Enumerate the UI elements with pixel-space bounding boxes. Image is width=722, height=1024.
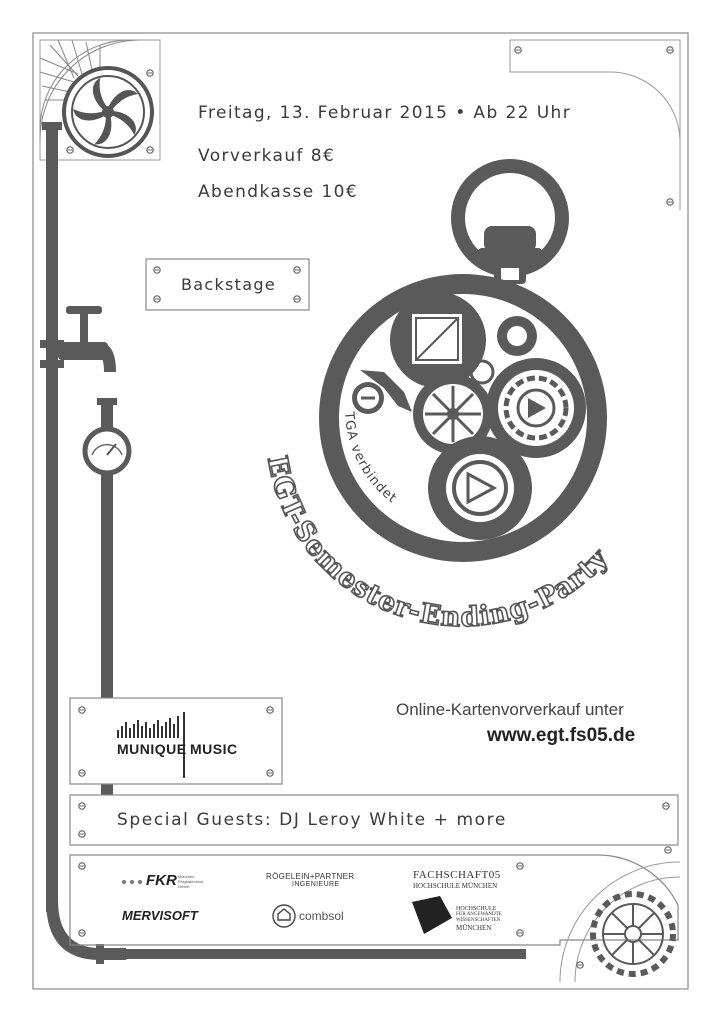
- sponsor-hm-4: MÜNCHEN: [456, 924, 492, 932]
- hm-logo-mark: [412, 896, 452, 934]
- presale-price: Vorverkauf 8€: [198, 146, 336, 166]
- sponsor-hm-2: FÜR ANGEWANDTE: [456, 912, 502, 917]
- sponsor-mervisoft: MERVISOFT: [122, 908, 198, 923]
- music-logo-left: MUNIQUE: [117, 741, 187, 757]
- sponsor-fachschaft: FACHSCHAFT05: [413, 869, 501, 881]
- sponsor-fkr: FKR: [146, 872, 177, 889]
- sponsor-hm-1: HOCHSCHULE: [456, 906, 497, 912]
- date-line: Freitag, 13. Februar 2015 • Ab 22 Uhr: [198, 103, 572, 123]
- special-guests: Special Guests: DJ Leroy White + more: [117, 810, 507, 830]
- bottom-right-gear-corner: [560, 862, 680, 982]
- box-office-price: Abendkasse 10€: [198, 182, 359, 202]
- venue-label: Backstage: [181, 275, 276, 294]
- sponsor-fkr-tagline: München Flughafenhost GmbH: [178, 874, 204, 889]
- sponsor-fachschaft-sub: HOCHSCHULE MÜNCHEN: [413, 882, 498, 890]
- house-icon: [273, 905, 295, 927]
- motto-text: TGA verbindet: [340, 411, 400, 507]
- sponsor-combsol: combsol: [299, 909, 344, 923]
- top-right-plate: [510, 40, 680, 210]
- sponsors-plate: [70, 847, 678, 945]
- music-logo-right: MUSIC: [190, 741, 238, 757]
- water-tap-icon: [58, 306, 116, 372]
- sponsor-roegelein: RÖGELEIN+PARTNER: [266, 872, 355, 881]
- ticket-url-link[interactable]: www.egt.fs05.de: [487, 725, 636, 746]
- online-presale-label: Online-Kartenvorverkauf unter: [396, 700, 624, 719]
- fkr-logo: [122, 880, 142, 884]
- pocket-watch-icon: [319, 166, 607, 562]
- sponsor-roegelein-sub: INGENIEURE: [292, 881, 340, 888]
- sponsor-hm-3: WISSENSCHAFTEN: [456, 918, 501, 923]
- party-title: EGT-Semester-Ending-Party: [260, 453, 615, 634]
- pressure-gauge-icon: [85, 429, 129, 473]
